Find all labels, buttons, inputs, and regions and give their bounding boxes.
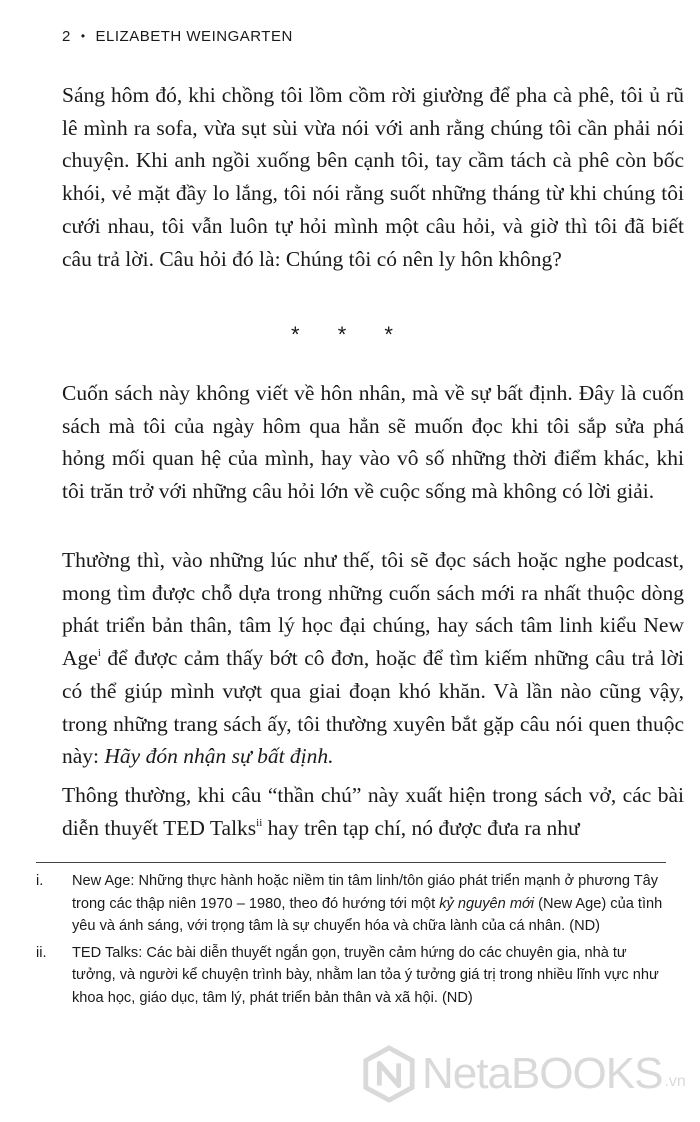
paragraph-text: Cuốn sách này không viết về hôn nhân, mà về sự bất định. Đây là cuốn sách mà tôi của ngày hôm qua hẳn sẽ muốn đọc khi tôi sắp sửa phá hỏng mối quan hệ của mình, hay vào vô số những thời điểm khác, khi tôi trăn trở với những câu hỏi lớn về cuộc sống mà không có lời giải.: [62, 381, 684, 504]
paragraph-self-help: [62, 544, 684, 773]
footnote-ref-i[interactable]: i: [97, 647, 101, 660]
paragraph-segment: để được cảm thấy bớt cô đơn, hoặc để tìm kiếm những câu trả lời có thể giúp mình vượt qua giai đoạn khó khăn. Và lần nào cũng vậy, trong những trang sách ấy, tôi thường xuyên bắt gặp câu nói quen thuộc này:: [62, 646, 684, 769]
paragraph-segment: Thường thì, vào những lúc như thế, tôi sẽ đọc sách hoặc nghe podcast, mong tìm được chỗ dựa trong những cuốn sách mới ra nhất thuộc dòng phát triển bản thân, tâm lý học đại chúng, hay sách tâm linh kiểu New Age: [62, 548, 684, 671]
footnote-segment: (New Age) của tình yêu và ánh sáng, với trọng tâm là sự chuyển hóa và chữa lành của cá nhân. (ND): [72, 895, 663, 935]
footnote-i: [36, 870, 666, 938]
emphasized-quote: Hãy đón nhận sự bất định.: [104, 744, 334, 769]
paragraph-opening: [62, 79, 684, 275]
footnotes: [36, 870, 666, 1014]
watermark-brand: NetaBOOKS: [422, 1049, 663, 1098]
footnote-italic: kỷ nguyên mới: [439, 895, 535, 912]
paragraph-segment: hay trên tạp chí, nó được đưa ra như: [262, 815, 580, 840]
paragraph-segment: Thông thường, khi câu “thần chú” này xuất hiện trong sách vở, các bài diễn thuyết TED Talks: [62, 783, 684, 840]
header-bullet: •: [80, 29, 86, 43]
footnote-marker: i.: [36, 873, 44, 889]
running-head: [62, 28, 293, 45]
watermark-suffix: .vn: [664, 1073, 686, 1090]
footnote-ref-ii[interactable]: ii: [256, 816, 263, 829]
footnote-divider: [36, 862, 666, 863]
footnote-marker: ii.: [36, 944, 47, 961]
paragraph-text: [62, 779, 684, 844]
paragraph-text: [62, 544, 684, 773]
netabooks-watermark: [360, 1045, 686, 1103]
footnote-text: [72, 870, 666, 938]
footnote-text: TED Talks: Các bài diễn thuyết ngắn gọn, truyền cảm hứng do các chuyên gia, nhà tư tưởng, và người kể chuyện trình bày, nhằm lan tỏa ý tưởng giá trị trong nhiều lĩnh vực như khoa học, giáo dục, tâm lý, phát triển bản thân và xã hội. (ND): [72, 944, 659, 1006]
paragraph-intro: [62, 377, 684, 508]
footnote-segment: New Age: Những thực hành hoặc niềm tin tâm linh/tôn giáo phát triển mạnh ở phương Tây trong các thập niên 1970 – 1980, theo đó hướng tới một: [72, 873, 659, 912]
netabooks-n-logo-icon: [360, 1045, 418, 1103]
footnote-ii: [36, 942, 666, 1010]
paragraph-mantra: [62, 779, 684, 844]
paragraph-text: Sáng hôm đó, khi chồng tôi lồm cồm rời giường để pha cà phê, tôi ủ rũ lê mình ra sofa, vừa sụt sùi vừa nói với anh rằng chúng tôi cần phải nói chuyện. Khi anh ngồi xuống bên cạnh tôi, tay cầm tách cà phê còn bốc khói, vẻ mặt đầy lo lắng, tôi nói rằng suốt những tháng từ khi chúng tôi cưới nhau, tôi vẫn luôn tự hỏi mình một câu hỏi, và giờ thì tôi đã biết câu trả lời. Câu hỏi đó là: Chúng tôi có nên ly hôn không?: [62, 83, 684, 271]
author-name: ELIZABETH WEINGARTEN: [95, 28, 293, 45]
page-number: 2: [62, 28, 71, 45]
section-break-ornament: * * *: [291, 322, 409, 347]
